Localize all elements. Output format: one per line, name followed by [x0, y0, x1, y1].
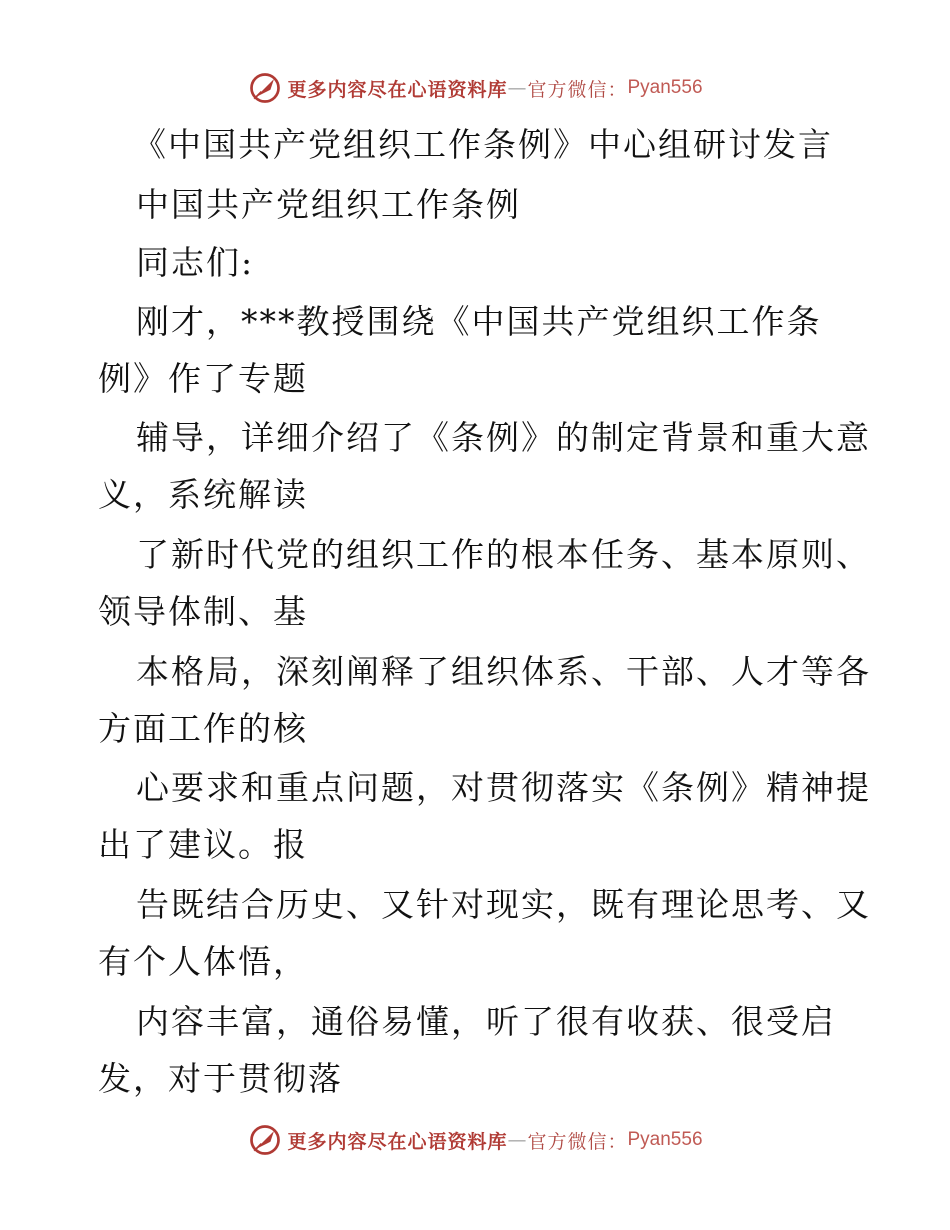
watermark-dash: —: [507, 1129, 528, 1151]
paragraph-line: 了新时代党的组织工作的根本任务、基本原则、: [136, 535, 871, 574]
watermark-contact-id: Pyan556: [627, 1129, 703, 1150]
paragraph-line: 告既结合历史、又针对现实，既有理论思考、又: [136, 885, 871, 924]
paragraph-line: 有个人体悟，: [98, 942, 308, 981]
footer-watermark: [0, 1122, 950, 1158]
paragraph-line: 内容丰富，通俗易懂，听了很有收获、很受启: [136, 1002, 836, 1041]
watermark-contact-prefix: 官方微信：: [527, 78, 628, 101]
paragraph-line: 心要求和重点问题，对贯彻落实《条例》精神提: [136, 768, 871, 807]
paragraph-line: 发，对于贯彻落: [98, 1059, 343, 1098]
quill-logo-icon: [247, 1122, 283, 1158]
paragraph-line: 本格局，深刻阐释了组织体系、干部、人才等各: [136, 652, 871, 691]
watermark-site-name: 更多内容尽在心语资料库: [287, 78, 508, 101]
watermark-contact-id: Pyan556: [627, 77, 703, 98]
document-title: 《中国共产党组织工作条例》中心组研讨发言: [133, 125, 833, 164]
header-watermark: [0, 70, 950, 106]
quill-logo-icon: [247, 70, 283, 106]
paragraph-line: 义，系统解读: [98, 475, 308, 514]
paragraph-line: 刚才，***教授围绕《中国共产党组织工作条: [136, 302, 822, 341]
paragraph-line: 例》作了专题: [98, 359, 308, 398]
watermark-site-name: 更多内容尽在心语资料库: [287, 1130, 508, 1153]
paragraph-line: 辅导，详细介绍了《条例》的制定背景和重大意: [136, 418, 871, 457]
salutation: 同志们:: [136, 243, 255, 282]
paragraph-line: 出了建议。报: [98, 825, 308, 864]
watermark-contact-prefix: 官方微信：: [527, 1130, 628, 1153]
document-subtitle: 中国共产党组织工作条例: [136, 185, 521, 224]
watermark-dash: —: [507, 77, 528, 99]
paragraph-line: 方面工作的核: [98, 709, 308, 748]
paragraph-line: 领导体制、基: [98, 592, 308, 631]
